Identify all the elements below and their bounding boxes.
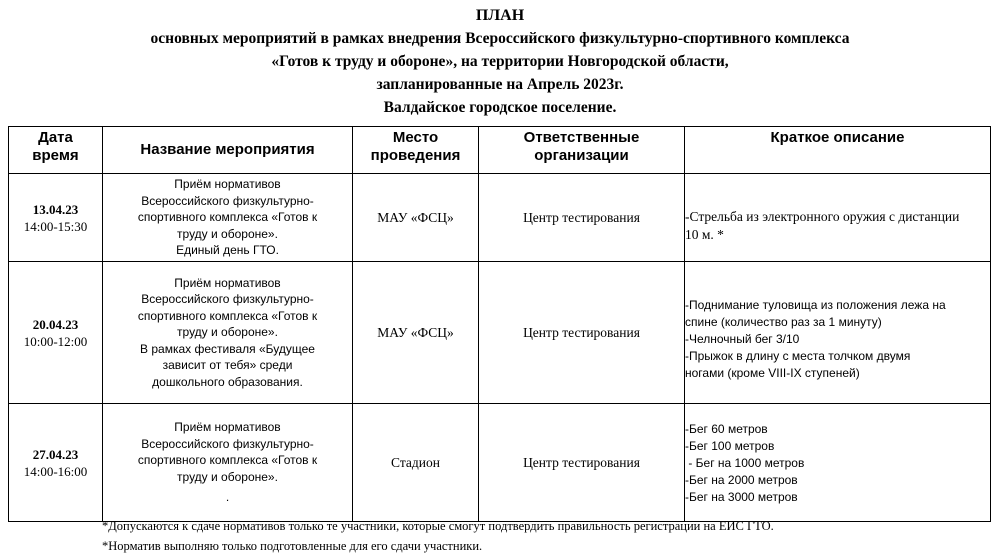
- event-date: 27.04.23: [32, 446, 79, 462]
- event-name-line: Всероссийского физкультурно-: [141, 193, 314, 208]
- event-name-line: Всероссийского физкультурно-: [141, 436, 314, 451]
- event-name-cell: [103, 404, 353, 522]
- event-name-line: труду и обороне».: [177, 469, 278, 484]
- column-header-desc-label: Краткое описание: [770, 129, 905, 146]
- event-name-line: дошкольного образования.: [152, 374, 303, 389]
- description-line: -Стрельба из электронного оружия с дистанции: [685, 208, 960, 224]
- event-name-line: Приём нормативов: [174, 420, 281, 435]
- event-description-cell: [685, 404, 991, 522]
- event-name-line: спортивного комплекса «Готов к: [137, 453, 318, 468]
- event-place: Стадион: [353, 404, 479, 522]
- event-place: МАУ «ФСЦ»: [353, 262, 479, 404]
- column-header-place-line-1: Место: [392, 129, 439, 146]
- description-line: -Бег 100 метров: [685, 439, 775, 453]
- description-line: ногами (кроме VIII-IX ступеней): [685, 366, 860, 380]
- event-name-cell: [103, 262, 353, 404]
- footnote-prepared-participants: *Норматив выполняю только подготовленные для его сдачи участники.: [102, 539, 483, 553]
- event-time: 14:00-16:00: [23, 463, 88, 479]
- event-name-line: спортивного комплекса «Готов к: [137, 210, 318, 225]
- description-line: -Бег 60 метров: [685, 422, 768, 436]
- column-header-date-line-2: время: [32, 147, 79, 164]
- document-header: [0, 4, 1000, 119]
- description-line: -Челночный бег 3/10: [685, 332, 800, 346]
- plan-subtitle-line-4: Валдайское городское поселение.: [383, 99, 617, 116]
- event-description-cell: [685, 262, 991, 404]
- footnotes: [102, 516, 774, 556]
- event-time: 10:00-12:00: [23, 333, 88, 349]
- table-row: [9, 404, 991, 522]
- events-table: [8, 126, 991, 522]
- plan-subtitle-line-1: основных мероприятий в рамках внедрения Всероссийского физкультурно-спортивного комплекса: [150, 30, 850, 47]
- event-description-cell: [685, 174, 991, 262]
- event-name-line: Приём нормативов: [174, 177, 281, 192]
- plan-subtitle-line-3: запланированные на Апрель 2023г.: [376, 76, 624, 93]
- event-name-line: Единый день ГТО.: [176, 243, 279, 258]
- event-name-line: .: [225, 490, 230, 505]
- event-place: МАУ «ФСЦ»: [353, 174, 479, 262]
- plan-title: ПЛАН: [475, 7, 525, 24]
- column-header-org-line-1: Ответственные: [523, 129, 640, 146]
- plan-subtitle-line-2: «Готов к труду и обороне», на территории Новгородской области,: [271, 53, 729, 70]
- column-header-place-line-2: проведения: [370, 147, 461, 164]
- table-row: [9, 174, 991, 262]
- column-header-desc: [685, 127, 991, 174]
- column-header-name: [103, 127, 353, 174]
- event-name-line: зависит от тебя» среди: [162, 358, 293, 373]
- description-line: -Бег на 3000 метров: [685, 490, 798, 504]
- event-date: 13.04.23: [32, 201, 79, 217]
- event-name-cell: [103, 174, 353, 262]
- date-cell: [9, 262, 103, 404]
- description-line: спине (количество раз за 1 минуту): [685, 315, 882, 329]
- event-time: 14:00-15:30: [23, 218, 88, 234]
- description-line: 10 м. *: [685, 226, 724, 242]
- event-date: 20.04.23: [32, 316, 79, 332]
- date-cell: [9, 174, 103, 262]
- description-line: -Поднимание туловища из положения лежа на: [685, 298, 946, 312]
- column-header-org: [479, 127, 685, 174]
- table-header-row: [9, 127, 991, 174]
- event-name-line: Приём нормативов: [174, 275, 281, 290]
- description-line: - Бег на 1000 метров: [685, 456, 805, 470]
- description-line: -Бег на 2000 метров: [685, 473, 798, 487]
- event-organization: Центр тестирования: [479, 174, 685, 262]
- event-organization: Центр тестирования: [479, 404, 685, 522]
- event-name-line: спортивного комплекса «Готов к: [137, 308, 318, 323]
- column-header-date-line-1: Дата: [38, 129, 73, 146]
- description-line: -Прыжок в длину с места толчком двумя: [685, 349, 911, 363]
- column-header-org-line-2: организации: [534, 147, 629, 164]
- date-cell: [9, 404, 103, 522]
- column-header-place: [353, 127, 479, 174]
- table-row: [9, 262, 991, 404]
- column-header-name-label: Название мероприятия: [140, 141, 315, 158]
- event-name-line: труду и обороне».: [177, 226, 278, 241]
- event-name-line: В рамках фестиваля «Будущее: [140, 341, 315, 356]
- event-organization: Центр тестирования: [479, 262, 685, 404]
- column-header-date: [9, 127, 103, 174]
- event-name-line: труду и обороне».: [177, 325, 278, 340]
- footnote-registration: *Допускаются к сдаче нормативов только те участники, которые смогут подтвердить правильность регистрации на ЕИС ГТО.: [102, 519, 774, 533]
- event-name-line: Всероссийского физкультурно-: [141, 292, 314, 307]
